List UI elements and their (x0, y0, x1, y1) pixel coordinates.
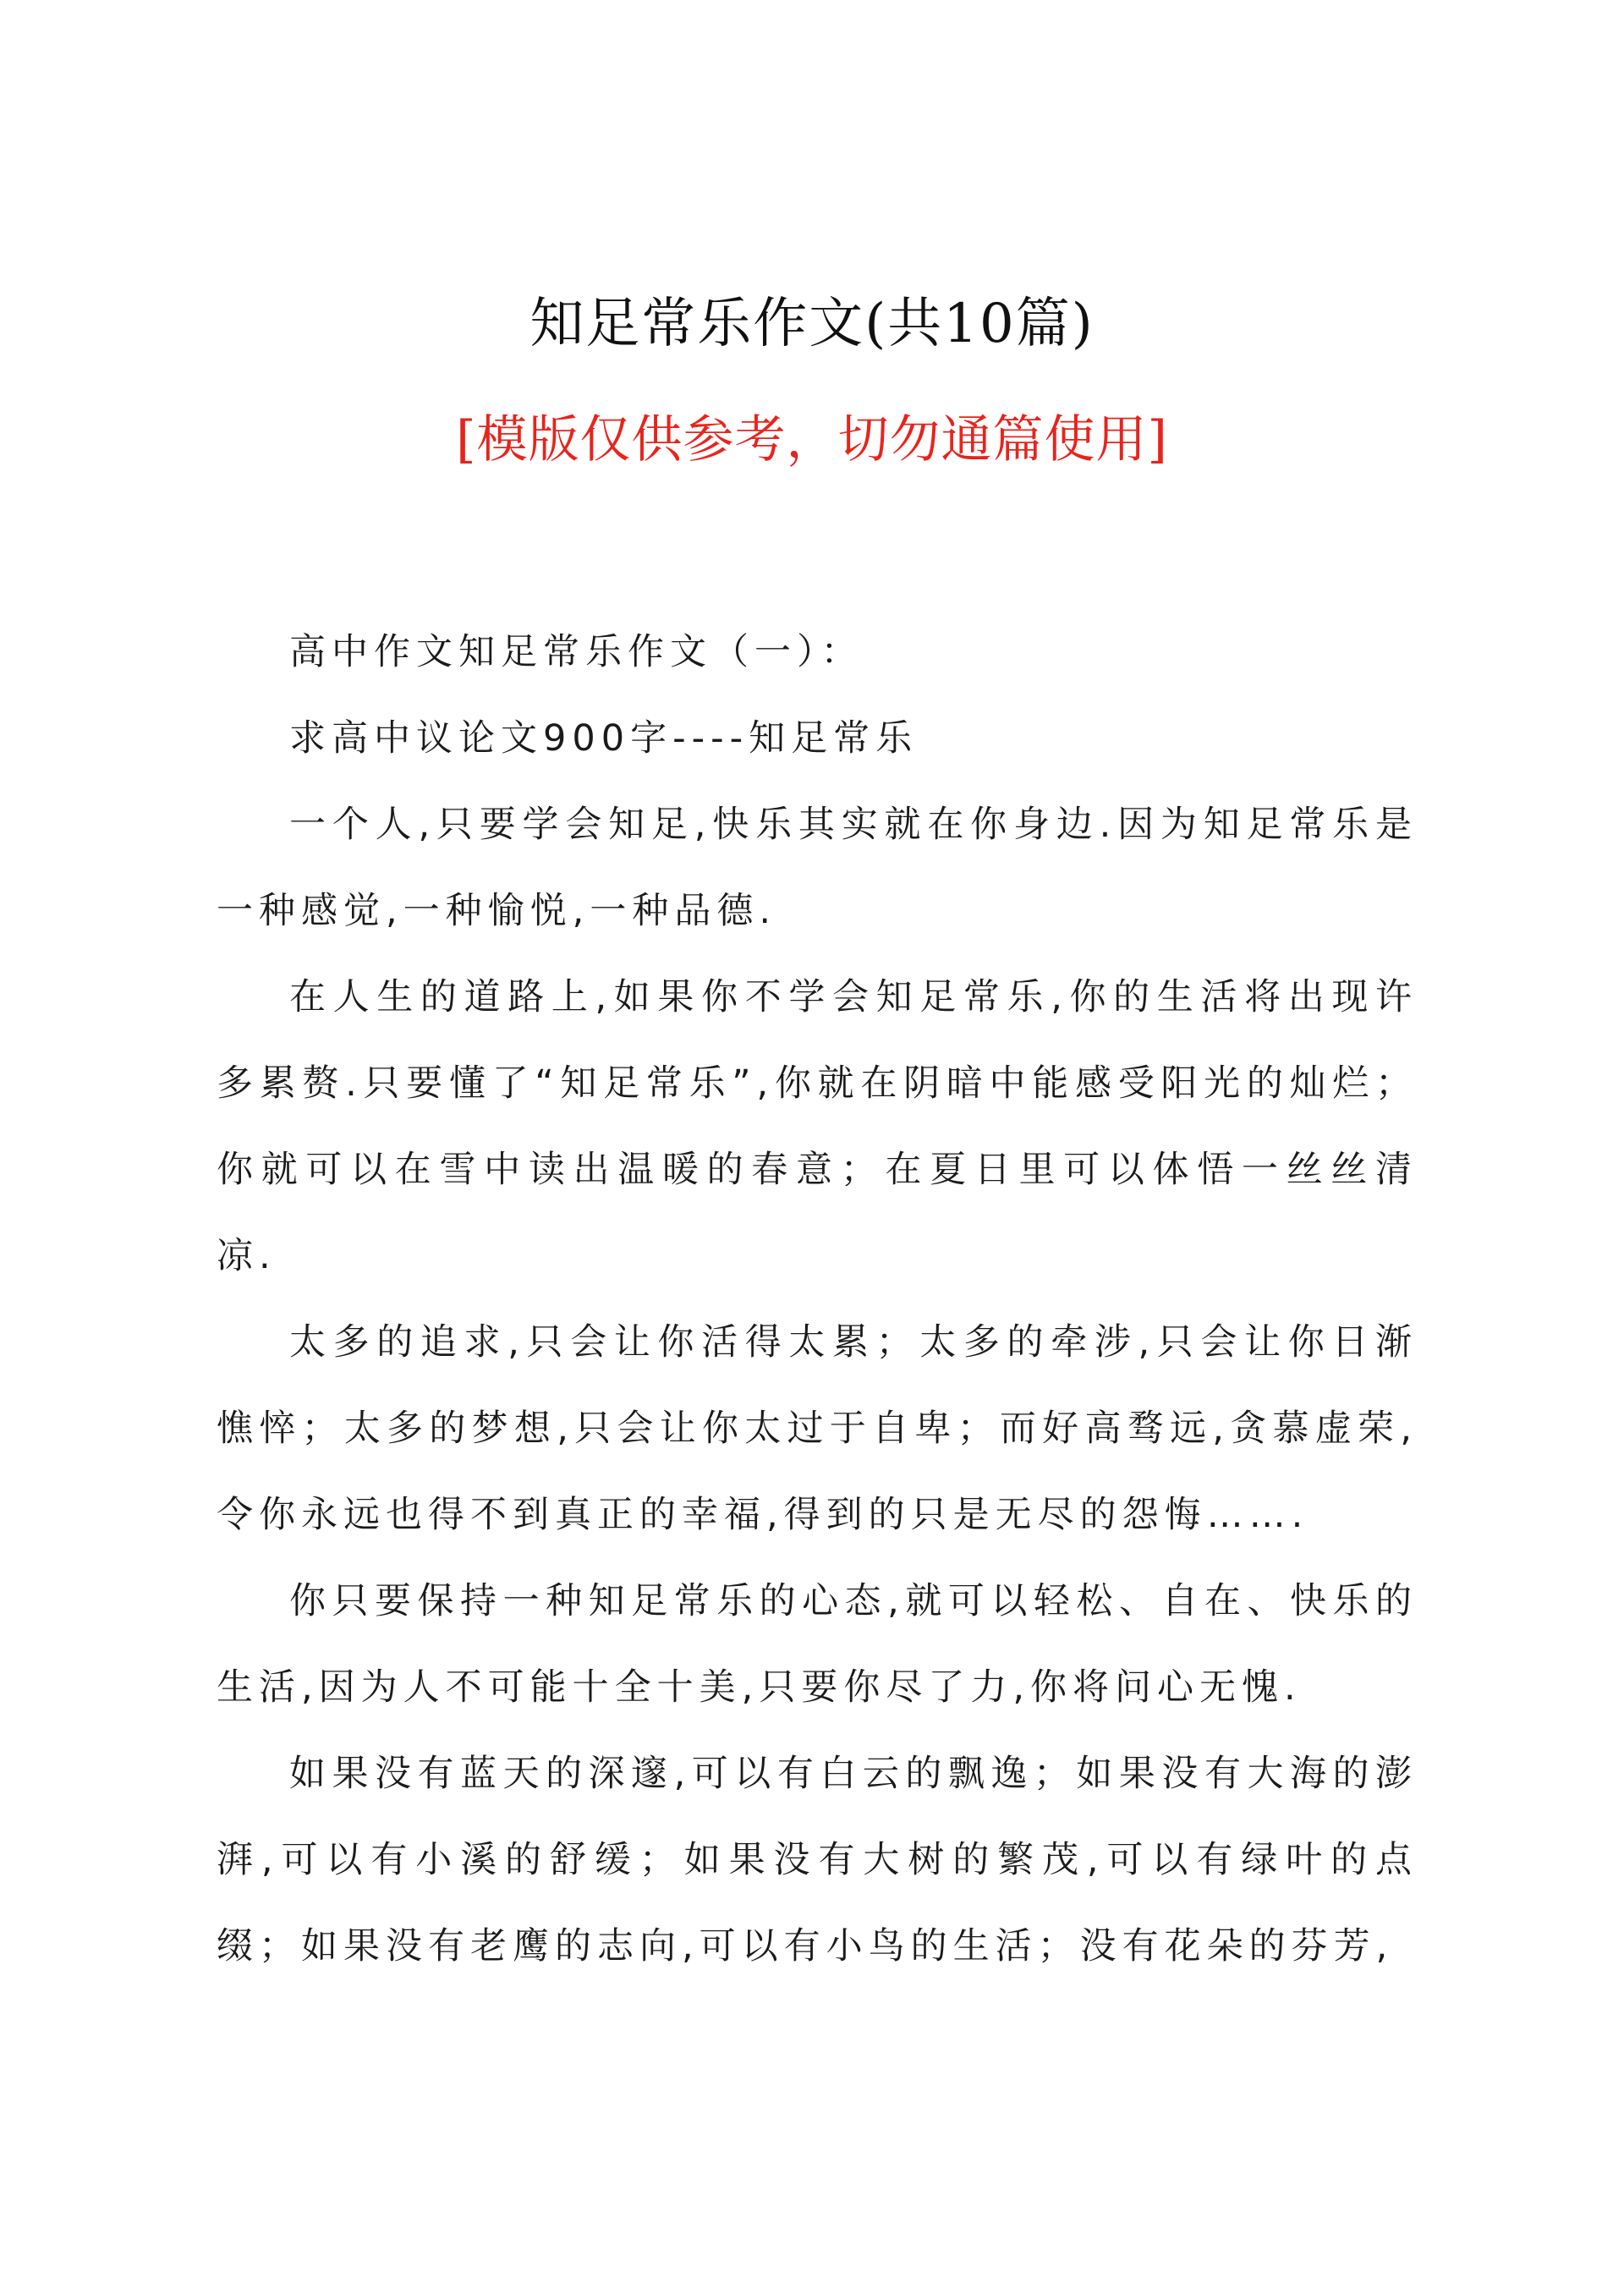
body-paragraph: 太多的追求,只会让你活得太累；太多的牵涉,只会让你日渐憔悴；太多的梦想,只会让你太过于自卑；而好高骛远,贪慕虚荣,令你永远也得不到真正的幸福,得到的只是无尽的怨悔……. (217, 1321, 1418, 1536)
document-title: 知足常乐作文(共10篇) (529, 293, 1095, 355)
section-heading: 高中作文知足常乐作文（一）： (289, 631, 864, 673)
template-notice: [模版仅供参考，切勿通篇使用] (456, 410, 1168, 469)
document-body (217, 609, 1418, 1989)
essay-prompt: 求高中议论文900字----知足常乐 (289, 717, 919, 760)
body-paragraph: 一个人,只要学会知足,快乐其实就在你身边.因为知足常乐是一种感觉,一种愉悦,一种品德. (217, 804, 1418, 932)
body-paragraph: 在人生的道路上,如果你不学会知足常乐,你的生活将出现许多累赘.只要懂了“知足常乐”,你就在阴暗中能感受阳光的灿烂；你就可以在雪中读出温暖的春意；在夏日里可以体悟一丝丝清凉. (217, 976, 1418, 1277)
body-paragraph: 如果没有蓝天的深邃,可以有白云的飘逸；如果没有大海的澎湃,可以有小溪的舒缓；如果没有大树的繁茂,可以有绿叶的点缀；如果没有老鹰的志向,可以有小鸟的生活；没有花朵的芬芳, (217, 1753, 1418, 1967)
body-paragraph: 你只要保持一种知足常乐的心态,就可以轻松、自在、快乐的生活,因为人不可能十全十美,只要你尽了力,你将问心无愧. (217, 1580, 1418, 1709)
